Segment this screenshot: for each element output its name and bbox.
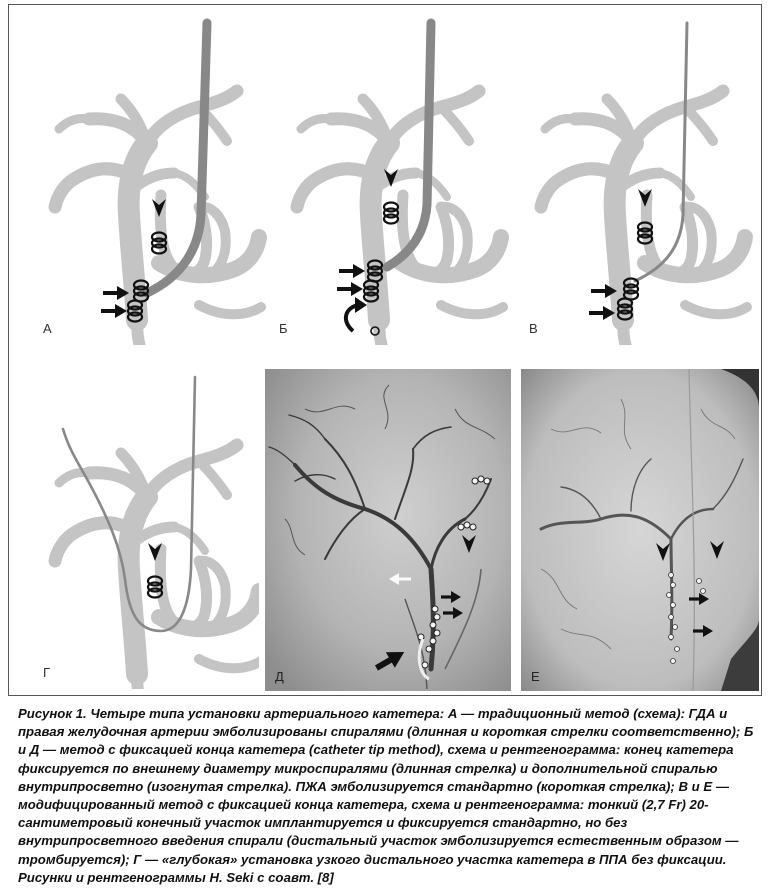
schema-g	[29, 369, 259, 689]
figure	[8, 4, 762, 696]
caption-text: Четыре типа установки артериального катетера: А — традиционный метод (схема): ГДА и правая желудочная артерии эмболизированы спиралями (длинная и короткая стрелки соответственно); Б и Д — метод с фиксацией конца катетера (catheter tip method), схема и рентгенограмма: конец катетера фиксируется по внешнему диаметру микроспиралями (длинная стрелка) и дополнительной спиралью внутрипросветно (изогнутая стрелка). ПЖА эмболизируется стандартно (короткая стрелка); В и Е — модифицированный метод с фиксацией конца катетера, схема и рентгенограмма: тонкий (2,7 Fr) 20-сантиметровый конечный участок имплантируется и фиксируется стандартно, но без внутрипросветного введения спирали (дистальный участок эмболизируется естественным образом — тромбируется); Г — «глубокая» установка узкого дистального участка катетера в ППА без фиксации. Рисунки и рентгенограммы H. Seki с соавт. [8]	[18, 706, 754, 885]
xray-d	[265, 369, 511, 691]
panel-e	[521, 369, 759, 691]
caption-title: Рисунок 1.	[18, 706, 87, 721]
panel-d	[265, 369, 511, 691]
panel-label-c: В	[529, 321, 538, 336]
panel-b	[271, 15, 511, 345]
panel-label-a: А	[43, 321, 52, 336]
figure-caption	[18, 705, 756, 887]
panel-label-g: Г	[43, 665, 51, 680]
panel-c	[515, 15, 755, 345]
schema-c	[515, 15, 755, 345]
schema-a	[29, 15, 269, 345]
panel-a	[29, 15, 269, 345]
schema-b	[271, 15, 511, 345]
xray-e	[521, 369, 759, 691]
panel-label-e: Е	[531, 669, 540, 684]
panel-label-b: Б	[279, 321, 288, 336]
panel-g	[29, 369, 259, 689]
panel-label-d: Д	[275, 669, 284, 684]
